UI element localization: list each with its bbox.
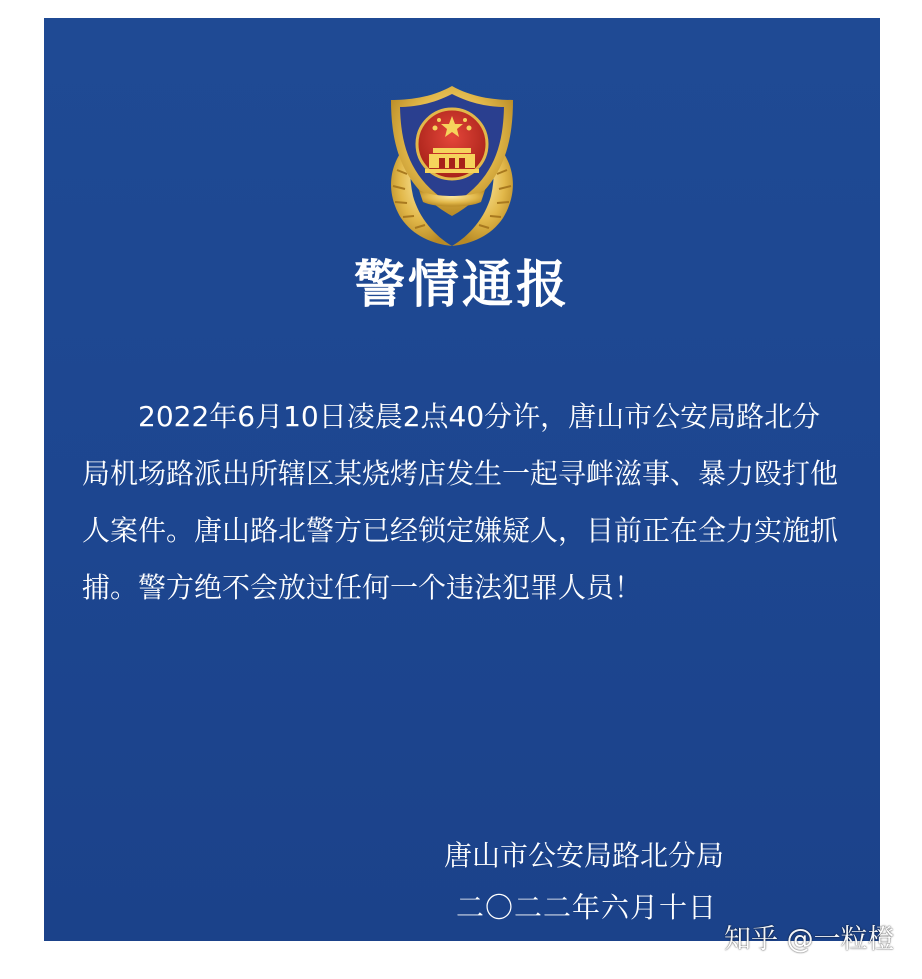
zhihu-watermark: 知乎 @一粒橙 <box>724 924 895 955</box>
police-emblem-icon <box>373 78 531 248</box>
notice-body: 2022年6月10日凌晨2点40分许，唐山市公安局路北分局机场路派出所辖区某烧烤店发生一起寻衅滋事、暴力殴打他人案件。唐山路北警方已经锁定嫌疑人，目前正在全力实施抓捕。警方绝不会放过任何一个违法犯罪人员！ <box>82 400 839 604</box>
notice-title: 警情通报 <box>353 256 570 315</box>
issue-date: 二〇二二年六月十日 <box>456 891 718 924</box>
issuing-authority: 唐山市公安局路北分局 <box>444 839 725 872</box>
police-notice-card <box>44 18 880 941</box>
